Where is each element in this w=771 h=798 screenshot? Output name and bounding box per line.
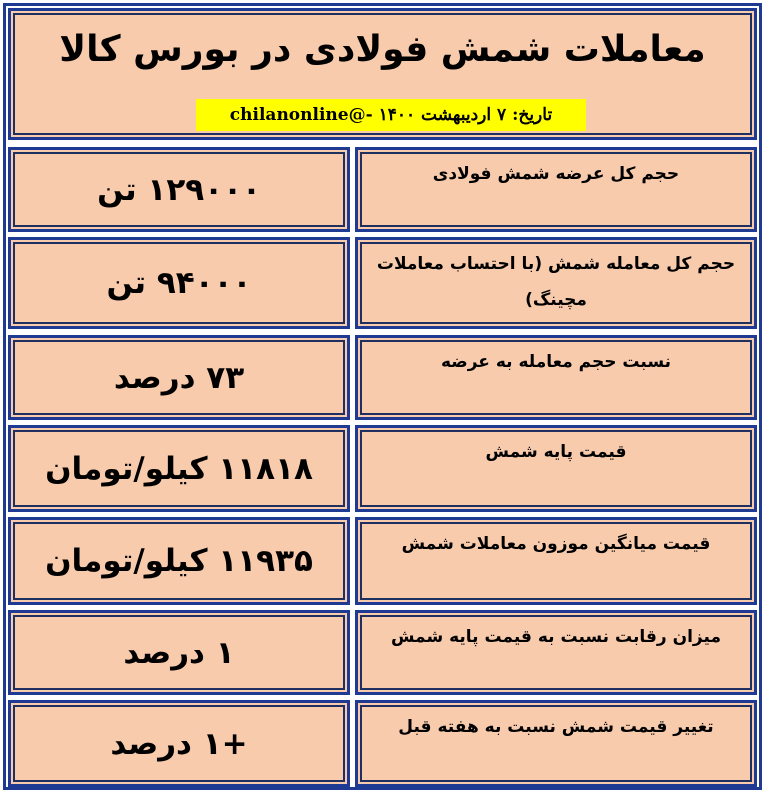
row-value: +۱ درصد (110, 725, 248, 762)
row-label: قیمت میانگین موزون معاملات شمش (401, 534, 711, 554)
row-label: قیمت پایه شمش (485, 442, 627, 462)
row-value-cell (8, 610, 350, 695)
row-label-cell (355, 335, 757, 420)
date-source-banner: تاریخ: ۷ اردیبهشت ۱۴۰۰ -@chilanonline (196, 99, 586, 131)
row-value: ۱۲۹۰۰۰ تن (97, 171, 261, 208)
row-value: ۷۳ درصد (113, 359, 245, 396)
row-label: حجم کل معامله شمش (با احتساب معاملات مچینگ) (376, 254, 736, 310)
page-title: معاملات شمش فولادی در بورس کالا (59, 29, 706, 70)
row-label-cell (355, 237, 757, 329)
row-value-cell (8, 147, 350, 232)
row-value-cell (8, 517, 350, 605)
row-label-cell (355, 425, 757, 512)
row-value-cell (8, 237, 350, 329)
row-value-cell (8, 425, 350, 512)
header-cell (8, 8, 757, 140)
row-label: حجم کل عرضه شمش فولادی (432, 164, 680, 184)
row-value: ۱ درصد (123, 634, 235, 671)
row-label-cell (355, 610, 757, 695)
row-value: ۱۱۹۳۵ کیلو/تومان (45, 543, 313, 579)
row-value-cell (8, 700, 350, 787)
row-label-cell (355, 147, 757, 232)
row-value: ۱۱۸۱۸ کیلو/تومان (45, 450, 313, 487)
row-label: نسبت حجم معامله به عرضه (440, 352, 672, 372)
row-label-cell (355, 700, 757, 787)
row-label-cell (355, 517, 757, 605)
row-value-cell (8, 335, 350, 420)
row-label: تغییر قیمت شمش نسبت به هفته قبل (398, 717, 714, 737)
row-value: ۹۴۰۰۰ تن (106, 265, 252, 301)
row-label: میزان رقابت نسبت به قیمت پایه شمش (391, 627, 721, 647)
